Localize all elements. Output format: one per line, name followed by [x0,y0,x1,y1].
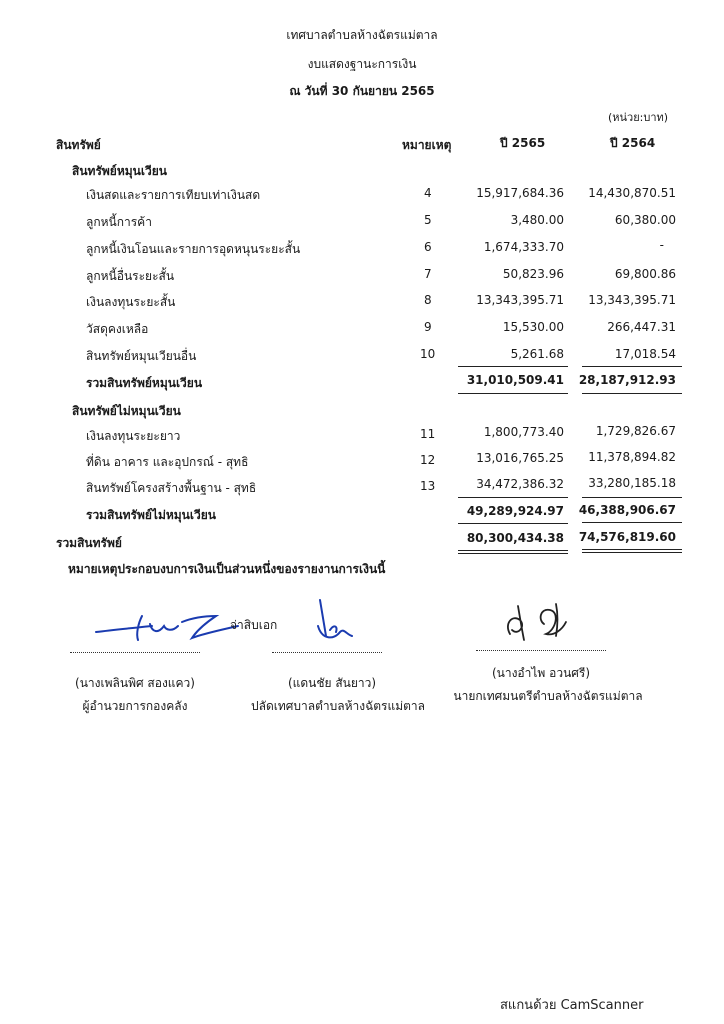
current-assets-heading: สินทรัพย์หมุนเวียน [72,164,167,178]
total-line [458,393,568,394]
double-underline [582,549,682,550]
noncurrent-assets-total-label: รวมสินทรัพย์ไม่หมุนเวียน [86,508,216,522]
row-note: 11 [420,427,436,441]
camscanner-watermark: สแกนด้วย CamScanner [500,998,644,1013]
subtotal-line [582,522,682,523]
statement-date: ณ วันที่ 30 กันยายน 2565 [289,84,435,98]
signer-3-name: (นางอำไพ อวนศรี) [491,666,591,680]
row-value-2565: 13,016,765.25 [476,451,564,465]
total-assets-label: รวมสินทรัพย์ [56,536,122,550]
subtotal-line [458,366,568,367]
signer-1-title: ผู้อำนวยการกองคลัง [82,699,188,713]
subtotal-line [582,366,682,367]
noncurrent-assets-total-2564: 46,388,906.67 [578,503,676,517]
column-header-note: หมายเหตุ [402,138,452,152]
row-label: ที่ดิน อาคาร และอุปกรณ์ - สุทธิ [86,455,249,469]
signature-line [272,652,382,653]
row-value-2564: 266,447.31 [607,320,676,334]
row-value-2565: 15,917,684.36 [476,186,564,200]
double-underline [582,552,682,553]
signer-2-name: (แดนชัย สันยาว) [287,676,377,690]
row-label: ลูกหนี้เงินโอนและรายการอุดหนุนระยะสั้น [86,242,301,256]
row-label: ลูกหนี้อื่นระยะสั้น [86,269,175,283]
signer-2-title: ปลัดเทศบาลตำบลห้างฉัตรแม่ตาล [250,699,426,713]
subtotal-line [582,497,682,498]
row-label: ลูกหนี้การค้า [86,215,152,229]
row-label: สินทรัพย์หมุนเวียนอื่น [86,349,197,363]
row-note: 12 [420,453,436,467]
row-value-2565: 1,674,333.70 [483,240,564,254]
current-assets-total-2565: 31,010,509.41 [466,373,564,387]
current-assets-total-2564: 28,187,912.93 [578,373,676,387]
row-label: สินทรัพย์โครงสร้างพื้นฐาน - สุทธิ [86,481,257,495]
row-label: วัสดุคงเหลือ [86,322,149,336]
row-value-2564: 17,018.54 [614,347,676,361]
row-note: 13 [420,479,436,493]
row-note: 10 [420,347,436,361]
signature-1 [92,610,242,644]
total-assets-2564: 74,576,819.60 [578,530,676,544]
row-note: 8 [424,293,432,307]
row-value-2564: - [659,238,664,252]
total-line [582,393,682,394]
signer-3-title: นายกเทศมนตรีตำบลห้างฉัตรแม่ตาล [453,689,643,703]
signer-2-rank: จ่าสิบเอก [230,618,278,632]
double-underline [458,553,568,554]
subtotal-line [458,523,568,524]
signature-3 [500,600,580,646]
row-note: 4 [424,186,432,200]
total-assets-2565: 80,300,434.38 [466,531,564,545]
row-note: 9 [424,320,432,334]
signature-line [70,652,200,653]
row-value-2565: 13,343,395.71 [476,293,564,307]
row-note: 7 [424,267,432,281]
noncurrent-assets-total-2565: 49,289,924.97 [466,504,564,518]
column-header-2565: ปี 2565 [500,136,546,150]
row-label: เงินสดและรายการเทียบเท่าเงินสด [86,188,261,202]
row-value-2565: 15,530.00 [502,320,564,334]
row-value-2564: 1,729,826.67 [595,424,676,438]
statement-title: งบแสดงฐานะการเงิน [307,57,417,71]
signature-2 [300,596,360,646]
unit-label: (หน่วย:บาท) [608,111,669,124]
row-value-2565: 3,480.00 [510,213,564,227]
row-value-2565: 34,472,386.32 [476,477,564,491]
row-value-2564: 11,378,894.82 [588,450,676,464]
row-note: 5 [424,213,432,227]
row-value-2565: 5,261.68 [510,347,564,361]
signature-line [476,650,606,651]
row-label: เงินลงทุนระยะสั้น [86,295,176,309]
column-header-assets: สินทรัพย์ [56,138,101,152]
footnote: หมายเหตุประกอบงบการเงินเป็นส่วนหนึ่งของรายงานการเงินนี้ [68,562,386,576]
subtotal-line [458,497,568,498]
row-value-2564: 13,343,395.71 [588,293,676,307]
row-value-2565: 50,823.96 [502,267,564,281]
double-underline [458,550,568,551]
row-value-2564: 14,430,870.51 [588,186,676,200]
column-header-2564: ปี 2564 [610,136,656,150]
row-value-2565: 1,800,773.40 [483,425,564,439]
signer-1-name: (นางเพลินพิศ สองแคว) [75,676,195,690]
organization-name: เทศบาลตำบลห้างฉัตรแม่ตาล [286,28,438,42]
row-label: เงินลงทุนระยะยาว [86,429,181,443]
current-assets-total-label: รวมสินทรัพย์หมุนเวียน [86,376,203,390]
row-value-2564: 60,380.00 [614,213,676,227]
noncurrent-assets-heading: สินทรัพย์ไม่หมุนเวียน [72,404,181,418]
row-value-2564: 69,800.86 [614,267,676,281]
row-value-2564: 33,280,185.18 [588,476,676,490]
row-note: 6 [424,240,432,254]
